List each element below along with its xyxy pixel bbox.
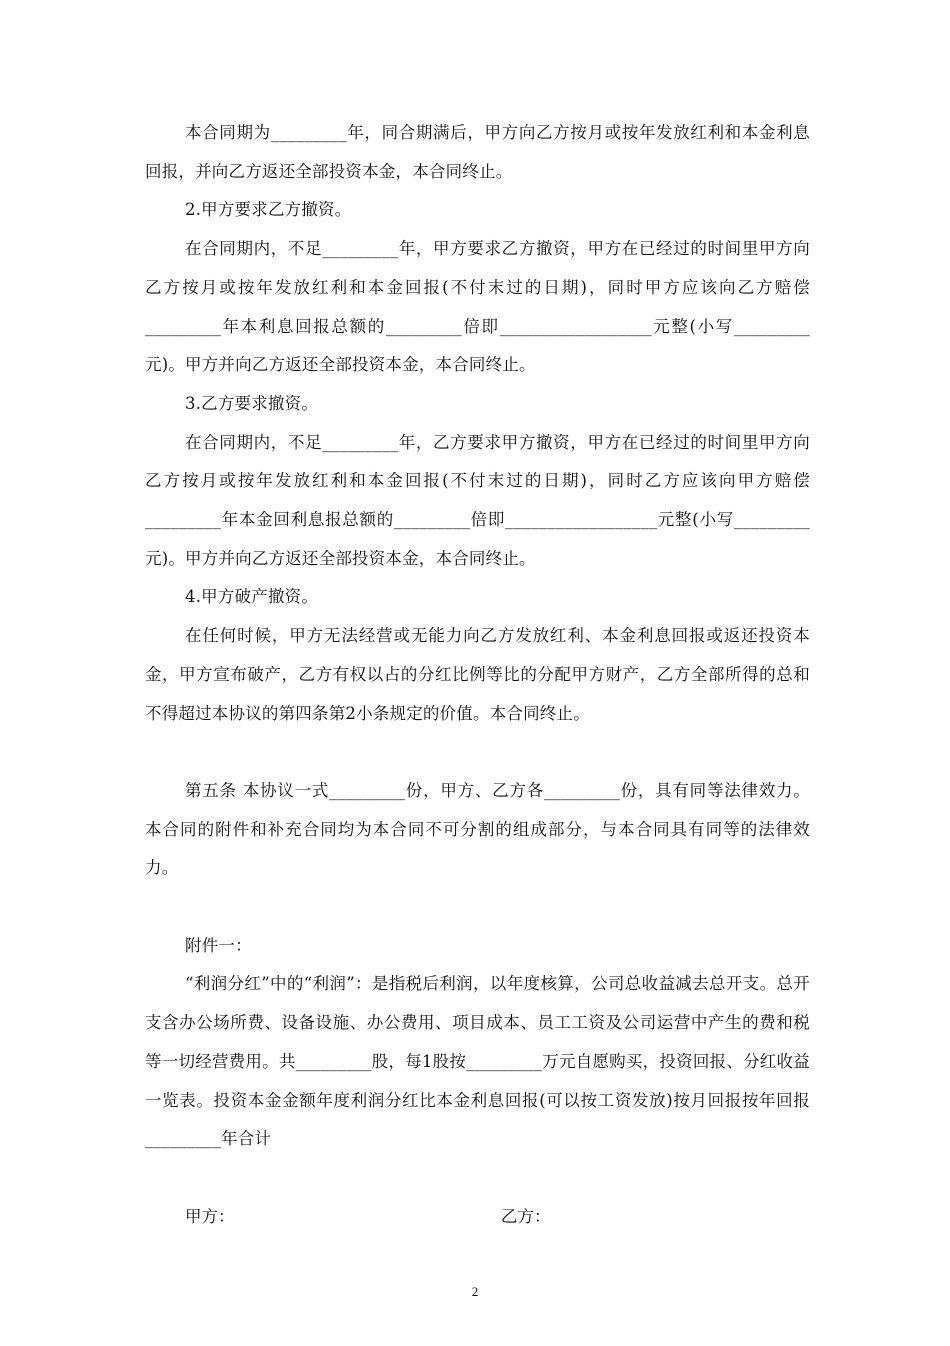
- contract-term-paragraph: 本合同期为_________年，同合期满后，甲方向乙方按月或按年发放红利和本金利息回报，并向乙方返还全部投资本金，本合同终止。: [145, 123, 810, 181]
- party-b-signature: 乙方：: [501, 1206, 551, 1226]
- signature-row: [145, 1198, 810, 1237]
- clause-4-heading: 4.甲方破产撤资。: [185, 587, 319, 607]
- clause-3-heading: 3.乙方要求撤资。: [185, 393, 319, 413]
- spacer: [145, 888, 810, 927]
- spacer: [145, 1159, 810, 1198]
- clause-2-heading: 2.甲方要求乙方撤资。: [185, 200, 352, 220]
- attachment-title: 附件一：: [185, 935, 252, 955]
- attachment-body: “利润分红”中的“利润”：是指税后利润，以年度核算，公司总收益减去总开支。总开支含办公场所费、设备设施、办公费用、项目成本、员工工资及公司运营中产生的费和税等一切经营费用。共_________股，每1股按_________万元自愿购买，投资回报、分红收益一览表。投资本金金额年度利润分红比本金利息回报(可以按工资发放)按月回报按年回报_________年合计: [145, 974, 810, 1149]
- party-a-signature: 甲方：: [185, 1206, 235, 1226]
- article-5-paragraph: 第五条 本协议一式_________份，甲方、乙方各_________份，具有同等法律效力。本合同的附件和补充合同均为本合同不可分割的组成部分，与本合同具有同等的法律效力。: [145, 780, 810, 878]
- spacer: [145, 733, 810, 772]
- clause-4-paragraph: 在任何时候，甲方无法经营或无能力向乙方发放红利、本金利息回报或返还投资本金，甲方宣布破产，乙方有权以占的分红比例等比的分配甲方财产，乙方全部所得的总和不得超过本协议的第四条第2小条规定的价值。本合同终止。: [145, 626, 810, 723]
- document-body: [145, 114, 810, 1236]
- page-number: 2: [471, 1284, 479, 1299]
- clause-2-paragraph: 在合同期内，不足_________年，甲方要求乙方撤资，甲方在已经过的时间里甲方向乙方按月或按年发放红利和本金回报(不付末过的日期)，同时甲方应该向乙方赔偿_________年本利息回报总额的_________倍即__________________元整(小写_________元)。甲方并向乙方返还全部投资本金，本合同终止。: [145, 239, 810, 375]
- clause-3-paragraph: 在合同期内，不足_________年，乙方要求甲方撤资，甲方在已经过的时间里甲方向乙方按月或按年发放红利和本金回报(不付末过的日期)，同时乙方应该向甲方赔偿_________年本金回利息报总额的_________倍即__________________元整(小写_________元)。甲方并向乙方返还全部投资本金，本合同终止。: [145, 432, 810, 568]
